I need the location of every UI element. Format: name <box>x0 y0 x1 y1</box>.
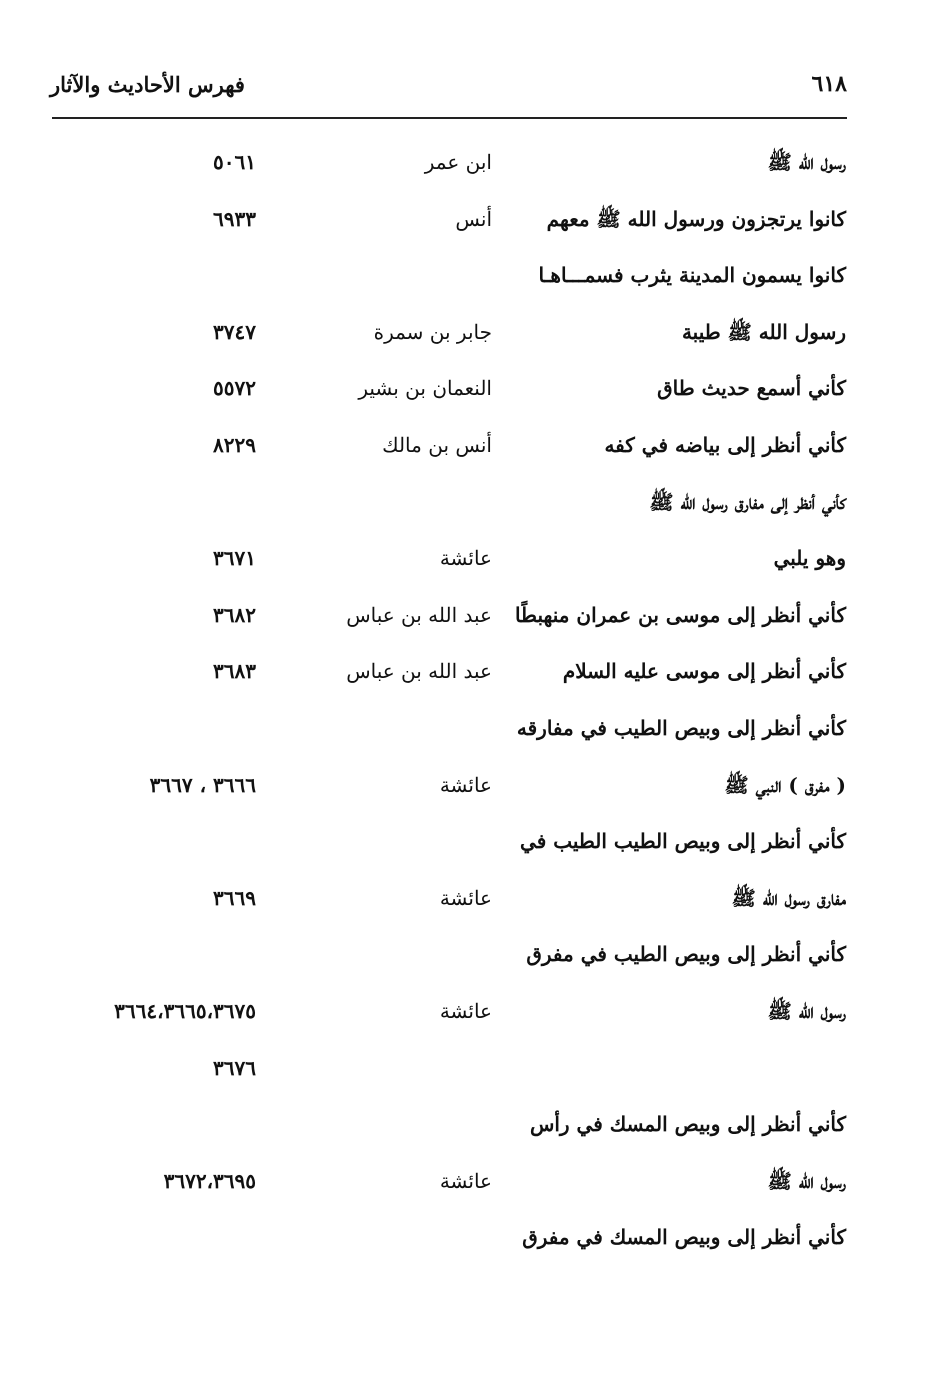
entry-number: ٣٦٦٤،٣٦٦٥،٣٦٧٥ <box>114 998 256 1023</box>
entry-text: كأني أنظر إلى وبيص المسك في مفرق <box>522 1225 846 1250</box>
entry-text: كأني أنظر إلى مفارق رسول الله ﷺ <box>649 489 846 514</box>
entry-text: رسول الله ﷺ طيبة <box>681 319 846 344</box>
entry-narrator: عبد الله بن عباس <box>346 659 492 684</box>
index-entry <box>0 1215 932 1272</box>
entry-number: ٨٢٢٩ <box>213 432 256 457</box>
entry-narrator: عبد الله بن عباس <box>346 602 492 627</box>
entry-text: كأني أنظر إلى موسى بن عمران منهبطًا <box>514 602 846 627</box>
index-entry <box>0 649 932 706</box>
index-entry <box>0 876 932 933</box>
entry-number: ٦٩٣٣ <box>213 206 256 231</box>
entry-narrator: ابن عمر <box>424 150 492 174</box>
entry-narrator: عائشة <box>439 1168 492 1193</box>
entry-text: مفارق رسول الله ﷺ <box>731 885 846 910</box>
entry-text: كأني أنظر إلى موسى عليه السلام <box>562 659 846 684</box>
entry-narrator: عائشة <box>439 885 492 910</box>
entry-narrator: عائشة <box>439 998 492 1023</box>
index-entry <box>0 366 932 423</box>
index-entry <box>0 1046 932 1103</box>
entry-text: رسول الله ﷺ <box>767 150 846 174</box>
page-header <box>50 62 847 106</box>
index-entry <box>0 763 932 820</box>
entry-text: كانوا يرتجزون ورسول الله ﷺ معهم <box>546 206 846 231</box>
index-entry <box>0 253 932 310</box>
entry-text: كأني أنظر إلى وبيص الطيب في مفارقه <box>516 715 846 740</box>
index-entry <box>0 423 932 480</box>
index-entry <box>0 706 932 763</box>
entry-number: ٣٦٦٩ <box>213 885 256 910</box>
entry-text: رسول الله ﷺ <box>767 1168 846 1193</box>
index-entry <box>0 593 932 650</box>
page-number: ٦١٨ <box>811 71 847 97</box>
entry-text: كأني أنظر إلى وبيص المسك في رأس <box>529 1112 846 1137</box>
index-entry <box>0 480 932 537</box>
entry-number: ٥٥٧٢ <box>213 376 256 401</box>
index-entry <box>0 819 932 876</box>
index-entry <box>0 989 932 1046</box>
index-entry <box>0 1159 932 1216</box>
entry-text: كأني أسمع حديث طاق <box>657 376 846 401</box>
entry-number: ٣٦٨٢ <box>213 602 256 627</box>
entry-text: كأني أنظر إلى بياضه في كفه <box>604 432 846 457</box>
entry-narrator: عائشة <box>439 546 492 571</box>
entry-number: ٥٠٦١ <box>213 150 256 174</box>
entry-text: كأني أنظر إلى وبيص الطيب في مفرق <box>526 942 846 967</box>
page-title: فهرس الأحاديث والآثار <box>50 71 245 97</box>
entry-text: ( مفرق ) النبي ﷺ <box>724 772 846 797</box>
entry-number: ٣٧٤٧ <box>213 319 256 344</box>
entry-narrator: النعمان بن بشير <box>358 376 492 401</box>
index-entry <box>0 140 932 197</box>
entry-text: كأني أنظر إلى وبيص الطيب الطيب في <box>520 829 846 854</box>
hadith-index-list <box>0 140 932 1272</box>
entry-number: ٣٦٧١ <box>213 546 256 571</box>
entry-text: وهو يلبي <box>773 546 846 571</box>
index-entry <box>0 536 932 593</box>
index-entry <box>0 932 932 989</box>
header-rule <box>52 117 847 119</box>
entry-number: ٣٦٨٣ <box>213 659 256 684</box>
entry-narrator: أنس بن مالك <box>382 432 492 457</box>
entry-number: ٣٦٧٦ <box>213 1055 256 1080</box>
entry-text: رسول الله ﷺ <box>767 998 846 1023</box>
entry-number: ٣٦٧٢،٣٦٩٥ <box>163 1168 256 1193</box>
entry-narrator: جابر بن سمرة <box>373 319 492 344</box>
index-entry <box>0 310 932 367</box>
entry-narrator: عائشة <box>439 772 492 797</box>
entry-number: ٣٦٦٦ ، ٣٦٦٧ <box>149 772 256 797</box>
entry-narrator: أنس <box>455 206 492 231</box>
index-entry <box>0 197 932 254</box>
entry-text: كانوا يسمون المدينة يثرب فسمـــاهـا <box>538 263 846 288</box>
index-entry <box>0 1102 932 1159</box>
